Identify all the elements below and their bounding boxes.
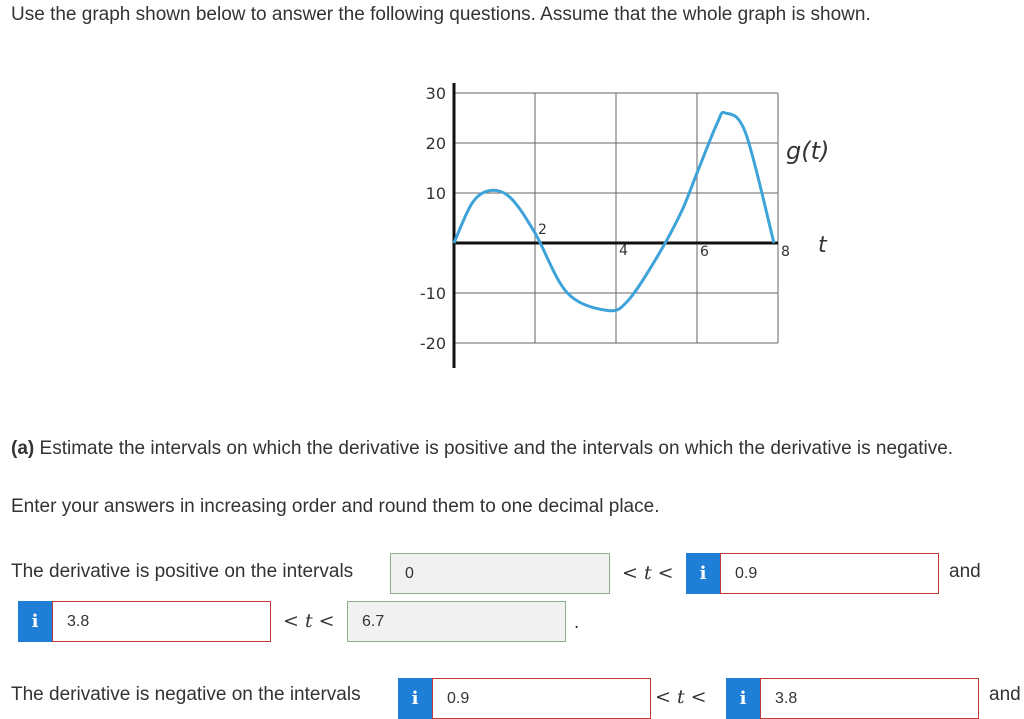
y-tick-labels bbox=[420, 84, 446, 353]
and-text: and bbox=[949, 561, 981, 582]
part-a-question bbox=[11, 438, 953, 460]
positive-interval1-end-input[interactable]: 0.9 bbox=[720, 553, 939, 594]
y-tick-label: 30 bbox=[425, 84, 446, 103]
part-a-label: (a) bbox=[11, 438, 35, 459]
x-tick-label: 2 bbox=[538, 222, 547, 238]
inequality-3 bbox=[655, 686, 707, 708]
info-icon[interactable]: i bbox=[686, 553, 720, 594]
and-text: and bbox=[989, 684, 1021, 705]
negative-interval1-start-input[interactable]: 0.9 bbox=[432, 678, 651, 719]
lt-symbol: < bbox=[283, 610, 299, 632]
lt-symbol: < bbox=[657, 562, 674, 584]
inequality-2 bbox=[283, 610, 335, 632]
x-tick-labels bbox=[538, 222, 790, 260]
negative-interval2-start-input[interactable]: 3.8 bbox=[760, 678, 979, 719]
function-label: g(t) bbox=[786, 137, 830, 165]
lt-symbol: < bbox=[318, 610, 335, 632]
positive-interval1-start-input[interactable]: 0 bbox=[390, 553, 610, 594]
lt-symbol: < bbox=[655, 686, 671, 708]
info-icon[interactable]: i bbox=[398, 678, 432, 719]
series-line-g bbox=[454, 112, 774, 310]
x-tick-label: 6 bbox=[700, 244, 709, 260]
y-tick-label: -10 bbox=[419, 284, 446, 303]
x-tick-label: 4 bbox=[619, 243, 628, 259]
info-icon[interactable]: i bbox=[726, 678, 760, 719]
negative-label: The derivative is negative on the intervals bbox=[11, 684, 361, 705]
positive-label: The derivative is positive on the intervals bbox=[11, 561, 354, 582]
inequality-1 bbox=[622, 562, 674, 584]
instructions: Enter your answers in increasing order and round them to one decimal place. bbox=[11, 496, 660, 517]
x-tick-label: 8 bbox=[781, 244, 790, 260]
y-tick-label: -20 bbox=[419, 334, 446, 353]
t-variable: t bbox=[643, 562, 652, 584]
lt-symbol: < bbox=[622, 562, 638, 584]
y-tick-label: 10 bbox=[425, 184, 446, 203]
t-variable: t bbox=[304, 610, 313, 632]
graph-grid bbox=[454, 93, 778, 343]
positive-interval2-end-input[interactable]: 6.7 bbox=[347, 601, 566, 642]
graph bbox=[400, 75, 860, 380]
info-icon[interactable]: i bbox=[18, 601, 52, 642]
part-a-text: Estimate the intervals on which the derivative is positive and the intervals on which the derivative is negative. bbox=[39, 438, 954, 459]
period: . bbox=[574, 612, 580, 633]
t-axis-label: t bbox=[818, 233, 827, 258]
t-variable: t bbox=[676, 686, 685, 708]
lt-symbol: < bbox=[690, 686, 707, 708]
question-prompt: Use the graph shown below to answer the following questions. Assume that the whole graph is shown. bbox=[11, 4, 871, 25]
y-tick-label: 20 bbox=[425, 134, 446, 153]
positive-interval2-start-input[interactable]: 3.8 bbox=[52, 601, 271, 642]
